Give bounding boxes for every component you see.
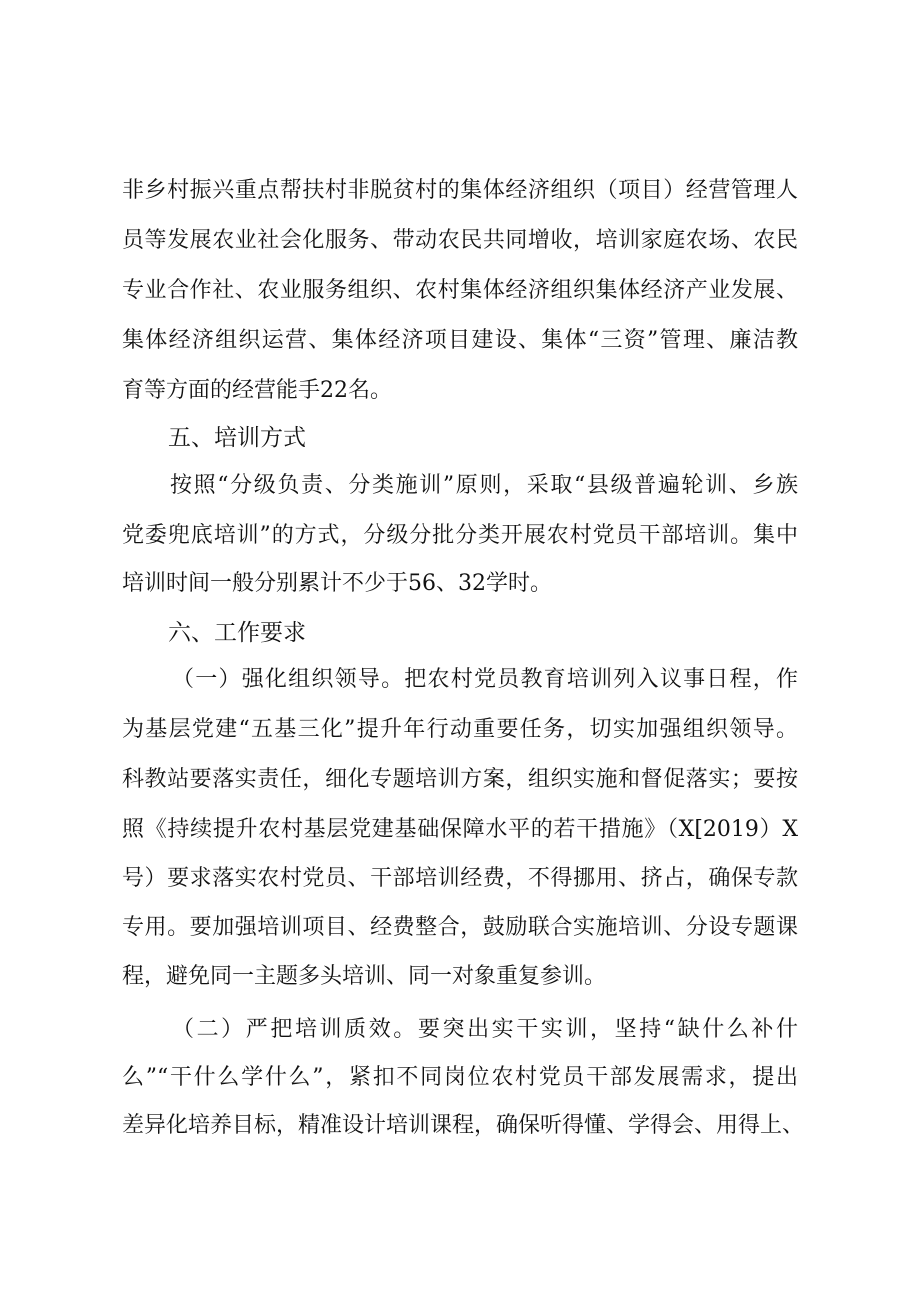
body-line: （二）严把培训质效。要突出实干实训，坚持“缺什么补什 (172, 1017, 798, 1042)
body-line: 培训时间一般分别累计不少于56、32学时。 (122, 571, 552, 596)
body-line: 育等方面的经营能手22名。 (122, 378, 392, 403)
body-line: 集体经济组织运营、集体经济项目建设、集体“三资”管理、廉洁教 (122, 328, 798, 353)
body-line: 为基层党建“五基三化”提升年行动重要任务，切实加强组织领导。 (122, 717, 798, 742)
body-line: 差异化培养目标，精准设计培训课程，确保听得懂、学得会、用得上、 (122, 1113, 805, 1138)
body-line: 专业合作社、农业服务组织、农村集体经济组织集体经济产业发展、 (122, 278, 798, 303)
body-line: 照《持续提升农村基层党建基础保障水平的若干措施》（X[2019）X (122, 817, 798, 842)
body-line: 员等发展农业社会化服务、带动农民共同增收，培训家庭农场、农民 (122, 228, 798, 253)
body-line: 科教站要落实责任，细化专题培训方案，组织实施和督促落实；要按 (122, 767, 798, 792)
body-line: 按照“分级负责、分类施训”原则，采取“县级普遍轮训、乡族 (170, 473, 798, 498)
body-line: 号）要求落实农村党员、干部培训经费，不得挪用、挤占，确保专款 (122, 866, 798, 891)
body-line: 么”“干什么学什么”，紧扣不同岗位农村党员干部发展需求，提出 (122, 1065, 798, 1090)
section-heading-6: 六、工作要求 (168, 620, 306, 646)
body-line: 程，避免同一主题多头培训、同一对象重复参训。 (122, 964, 607, 989)
body-line: （一）强化组织领导。把农村党员教育培训列入议事日程，作 (172, 667, 798, 692)
body-line: 非乡村振兴重点帮扶村非脱贫村的集体经济组织（项目）经营管理人 (122, 178, 798, 203)
body-line: 专用。要加强培训项目、经费整合，鼓励联合实施培训、分设专题课 (122, 915, 798, 940)
body-line: 党委兜底培训”的方式，分级分批分类开展农村党员干部培训。集中 (122, 523, 798, 548)
section-heading-5: 五、培训方式 (168, 425, 306, 451)
